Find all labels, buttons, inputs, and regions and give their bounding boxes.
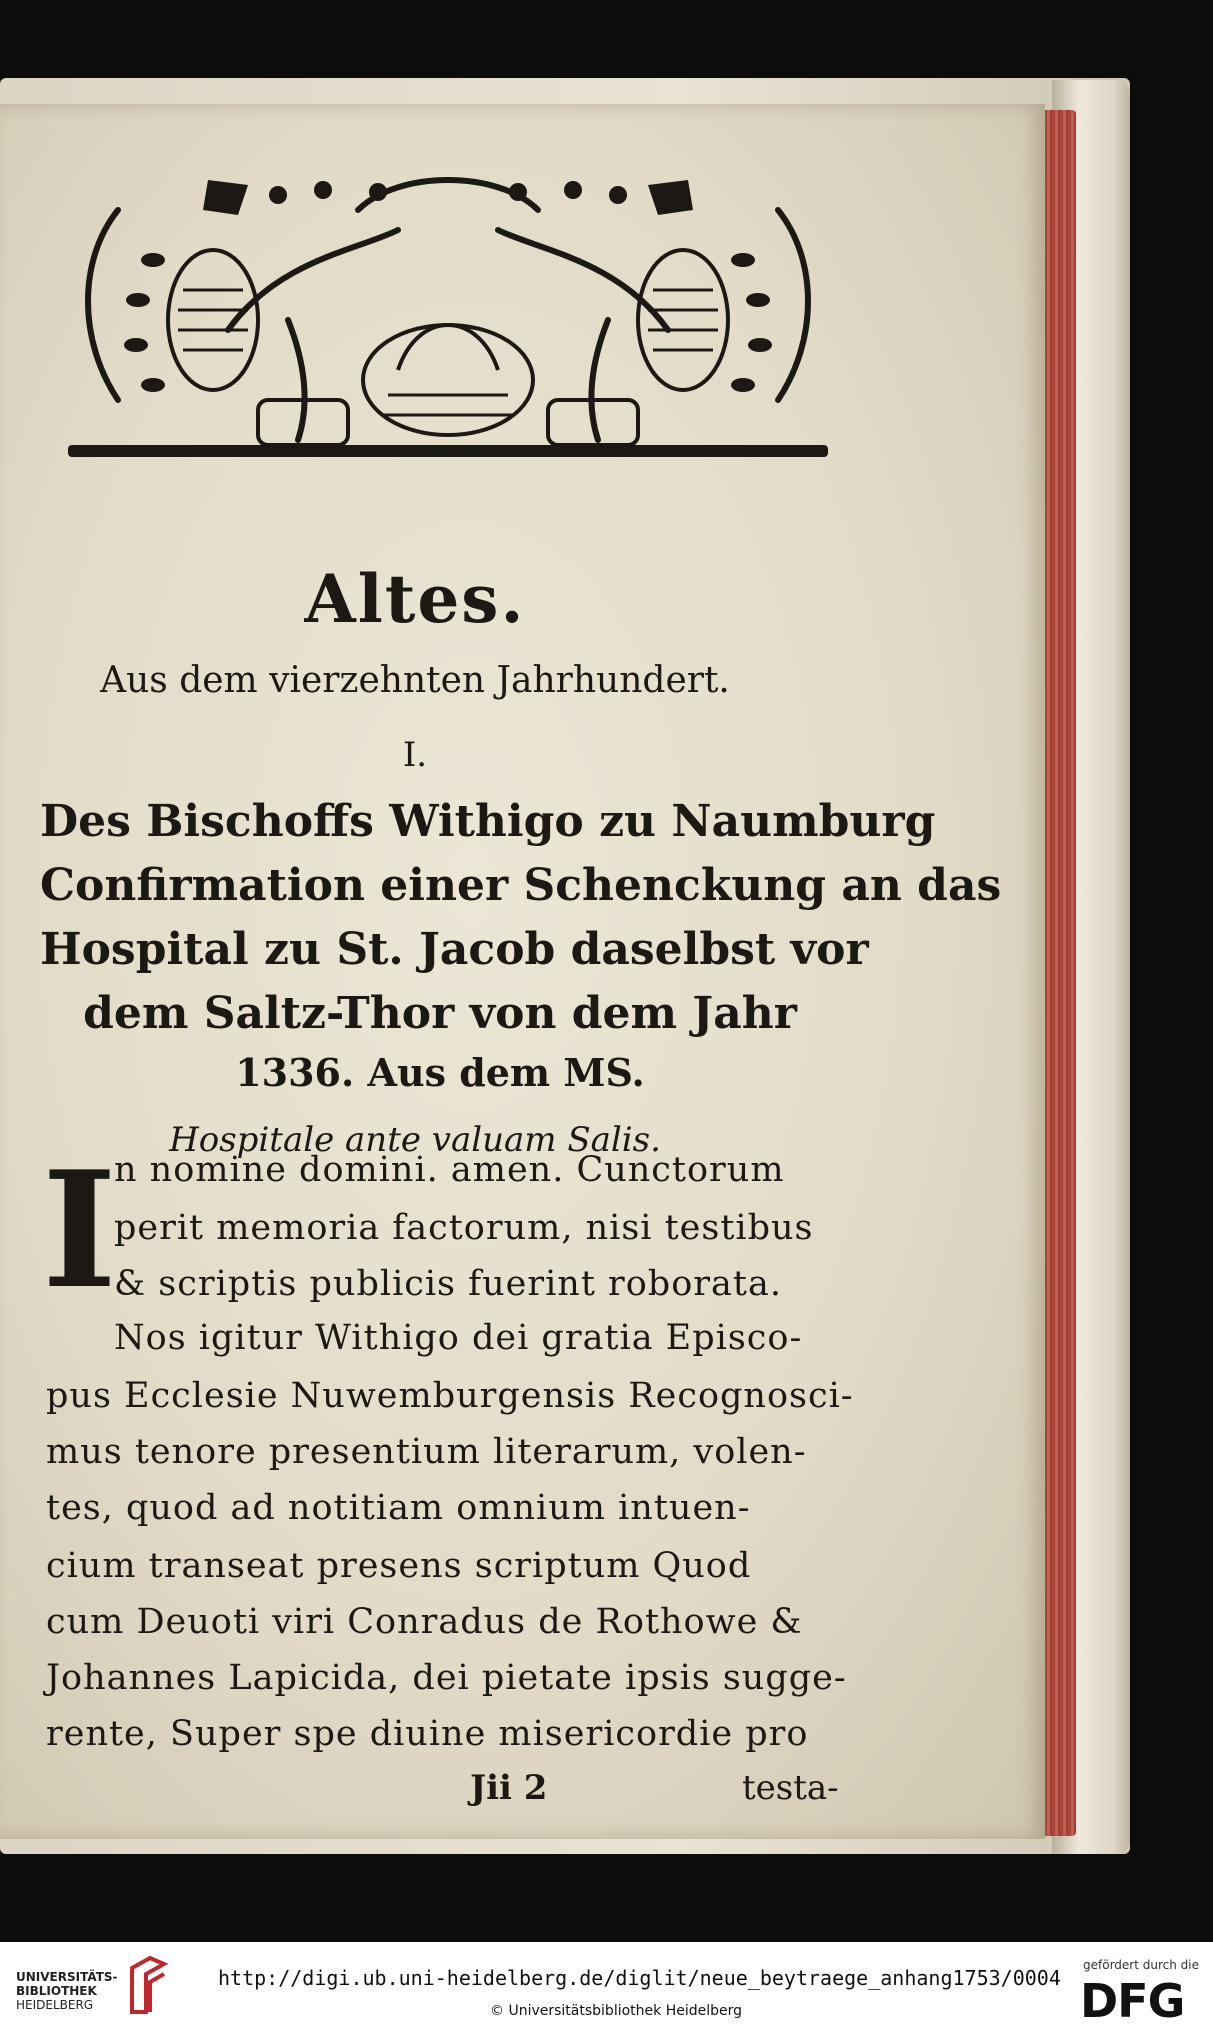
body-line: pus Ecclesie Nuwemburgensis Recognosci- bbox=[46, 1376, 854, 1416]
body-line: rente, Super spe diuine misericordie pro bbox=[46, 1714, 809, 1754]
signature-mark: Jii 2 bbox=[470, 1768, 548, 1808]
section-heading-line: 1336. Aus dem MS. bbox=[235, 1050, 645, 1095]
body-line: Johannes Lapicida, dei pietate ipsis sugge- bbox=[46, 1658, 847, 1698]
section-heading-line: Confirmation einer Schenckung an das bbox=[40, 860, 1002, 911]
body-line: & scriptis publicis fuerint roborata. bbox=[114, 1264, 782, 1304]
drop-cap: I bbox=[42, 1136, 117, 1324]
body-line: perit memoria factorum, nisi testibus bbox=[114, 1208, 814, 1248]
section-numeral: I. bbox=[402, 735, 428, 775]
logo-line: UNIVERSITÄTS- bbox=[16, 1970, 118, 1984]
latin-heading: Hospitale ante valuam Salis. bbox=[169, 1120, 661, 1160]
page-subtitle: Aus dem vierzehnten Jahrhundert. bbox=[100, 660, 730, 701]
body-line: Nos igitur Withigo dei gratia Episco- bbox=[114, 1318, 803, 1358]
dfg-caption: gefördert durch die bbox=[1083, 1958, 1199, 1972]
dfg-logo[interactable]: DFG bbox=[1080, 1974, 1185, 2028]
body-line: mus tenore presentium literarum, volen- bbox=[46, 1432, 807, 1472]
body-line: cum Deuoti viri Conradus de Rothowe & bbox=[46, 1602, 803, 1642]
ub-heidelberg-logo[interactable] bbox=[16, 1970, 118, 2012]
logo-line: HEIDELBERG bbox=[16, 1998, 94, 2012]
catchword: testa- bbox=[742, 1768, 839, 1808]
page-title: Altes. bbox=[304, 560, 526, 638]
section-heading-line: Hospital zu St. Jacob daselbst vor bbox=[40, 924, 869, 975]
ornamental-headpiece bbox=[58, 170, 838, 466]
body-line: cium transeat presens scriptum Quod bbox=[46, 1546, 752, 1586]
ub-heidelberg-logo-icon bbox=[126, 1954, 170, 2016]
body-line: n nomine domini. amen. Cunctorum bbox=[114, 1150, 785, 1190]
section-heading-line: Des Bischoffs Withigo zu Naumburg bbox=[40, 796, 936, 847]
body-line: tes, quod ad notitiam omnium intuen- bbox=[46, 1488, 751, 1528]
permalink-url[interactable]: http://digi.ub.uni-heidelberg.de/diglit/neue_beytraege_anhang1753/0004 bbox=[218, 1966, 1061, 1990]
logo-line: BIBLIOTHEK bbox=[16, 1984, 97, 1998]
section-heading-line: dem Saltz-Thor von dem Jahr bbox=[83, 988, 797, 1039]
copyright-text: © Universitätsbibliothek Heidelberg bbox=[490, 2003, 743, 2019]
